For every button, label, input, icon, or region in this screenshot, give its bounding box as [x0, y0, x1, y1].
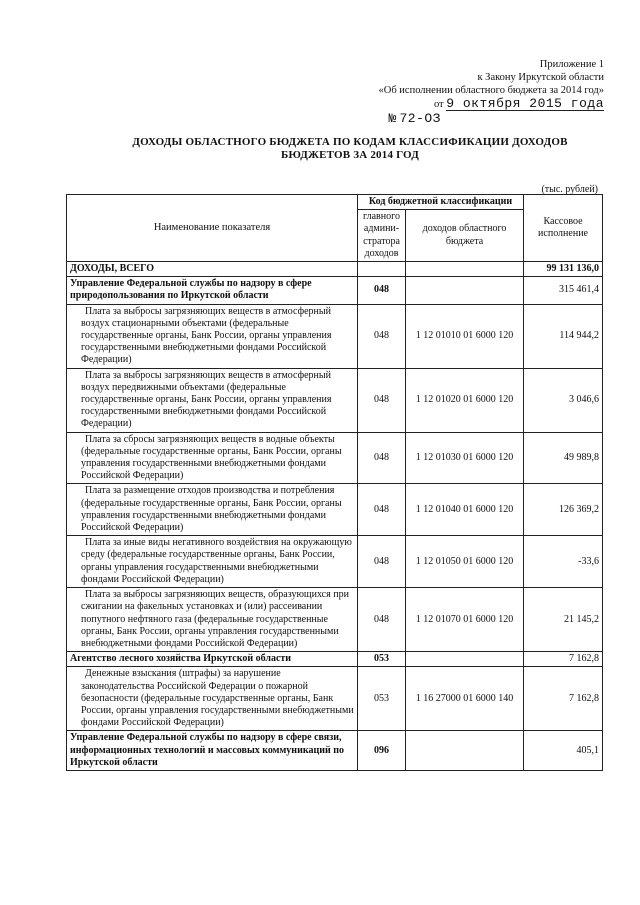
row-amount: 49 989,8 — [524, 432, 603, 484]
total-admin — [358, 262, 406, 277]
row-income-code — [406, 731, 524, 771]
row-income-code: 1 12 01050 01 6000 120 — [406, 536, 524, 588]
row-admin-code: 048 — [358, 588, 406, 652]
row-name: Денежные взыскания (штрафы) за нарушение законодательства Российской Федерации о пожарной безопасности (федеральные государственные органы, Банк России, органы управления государственными внебюджетными фондами Российской Федерации) — [67, 667, 358, 731]
section-row — [67, 652, 603, 667]
row-admin-code: 048 — [358, 432, 406, 484]
header-admin: главного админи-стратора доходов — [358, 210, 406, 262]
document-title — [60, 136, 640, 162]
row-amount: 7 162,8 — [524, 652, 603, 667]
table-row — [67, 368, 603, 432]
annex-number-prefix: № — [388, 111, 397, 126]
units-label: (тыс. рублей) — [541, 184, 598, 195]
row-name: Управление Федеральной службы по надзору в сфере связи, информационных технологий и массовых коммуникаций по Иркутской области — [67, 731, 358, 771]
total-row — [67, 262, 603, 277]
row-amount: -33,6 — [524, 536, 603, 588]
title-line-1: ДОХОДЫ ОБЛАСТНОГО БЮДЖЕТА ПО КОДАМ КЛАССИФИКАЦИИ ДОХОДОВ — [132, 136, 568, 148]
row-income-code: 1 12 01010 01 6000 120 — [406, 304, 524, 368]
header-name: Наименование показателя — [67, 195, 358, 262]
annex-line-1: Приложение 1 — [539, 59, 604, 70]
section-row — [67, 277, 603, 304]
row-name: Плата за выбросы загрязняющих веществ в атмосферный воздух передвижными объектами (федеральные государственные органы, Банк России, органы управления государственными внебюджетными фондами Российской Федерации) — [67, 368, 358, 432]
row-name: Плата за сбросы загрязняющих веществ в водные объекты (федеральные государственные органы, Банк России, органы управления государственными внебюджетными фондами Российской Федерации) — [67, 432, 358, 484]
row-admin-code: 048 — [358, 536, 406, 588]
row-amount: 405,1 — [524, 731, 603, 771]
annex-number-value: 72-ОЗ — [399, 111, 441, 126]
header-income-code: доходов областного бюджета — [406, 210, 524, 262]
row-income-code: 1 12 01020 01 6000 120 — [406, 368, 524, 432]
row-admin-code: 096 — [358, 731, 406, 771]
row-admin-code: 048 — [358, 277, 406, 304]
table-body — [67, 262, 603, 771]
row-amount: 114 944,2 — [524, 304, 603, 368]
table-row — [67, 536, 603, 588]
row-income-code: 1 12 01070 01 6000 120 — [406, 588, 524, 652]
row-admin-code: 053 — [358, 652, 406, 667]
table-row — [67, 588, 603, 652]
annex-block — [379, 58, 605, 126]
annex-date-prefix: от — [433, 99, 444, 110]
row-admin-code: 048 — [358, 304, 406, 368]
table-row — [67, 667, 603, 731]
row-income-code — [406, 652, 524, 667]
row-income-code: 1 12 01040 01 6000 120 — [406, 484, 524, 536]
row-income-code — [406, 277, 524, 304]
annex-line-2: к Закону Иркутской области — [477, 72, 604, 83]
row-name: Управление Федеральной службы по надзору в сфере природопользования по Иркутской области — [67, 277, 358, 304]
header-amount: Кассовое исполнение — [524, 195, 603, 262]
title-line-2: БЮДЖЕТОВ ЗА 2014 ГОД — [281, 149, 419, 161]
header-code-group: Код бюджетной классификации — [358, 195, 524, 210]
total-name: ДОХОДЫ, ВСЕГО — [67, 262, 358, 277]
total-code — [406, 262, 524, 277]
row-name: Агентство лесного хозяйства Иркутской области — [67, 652, 358, 667]
row-admin-code: 053 — [358, 667, 406, 731]
row-amount: 3 046,6 — [524, 368, 603, 432]
table-row — [67, 484, 603, 536]
row-income-code: 1 12 01030 01 6000 120 — [406, 432, 524, 484]
row-amount: 126 369,2 — [524, 484, 603, 536]
row-name: Плата за выбросы загрязняющих веществ в атмосферный воздух стационарными объектами (федеральные государственные органы, Банк России, органы управления государственными внебюджетными фондами Российской Федерации) — [67, 304, 358, 368]
income-table — [66, 194, 603, 771]
row-amount: 7 162,8 — [524, 667, 603, 731]
row-name: Плата за иные виды негативного воздействия на окружающую среду (федеральные государственные органы, Банк России, органы управления государственными внебюджетными фондами Российской Федерации) — [67, 536, 358, 588]
row-income-code: 1 16 27000 01 6000 140 — [406, 667, 524, 731]
row-amount: 315 461,4 — [524, 277, 603, 304]
annex-date-value: 9 октября 2015 года — [446, 96, 604, 111]
row-amount: 21 145,2 — [524, 588, 603, 652]
row-name: Плата за размещение отходов производства и потребления (федеральные государственные органы, Банк России, органы управления государственными внебюджетными фондами Российской Федерации) — [67, 484, 358, 536]
annex-line-3: «Об исполнении областного бюджета за 2014 год» — [378, 85, 604, 96]
table-row — [67, 304, 603, 368]
row-admin-code: 048 — [358, 484, 406, 536]
section-row — [67, 731, 603, 771]
total-amount: 99 131 136,0 — [524, 262, 603, 277]
row-name: Плата за выбросы загрязняющих веществ, образующихся при сжигании на факельных установках и (или) рассеивании попутного нефтяного газа (федеральные государственные органы, Банк России, органы управления государственными внебюджетными фондами Российской Федерации) — [67, 588, 358, 652]
table-row — [67, 432, 603, 484]
row-admin-code: 048 — [358, 368, 406, 432]
annex-number — [379, 112, 605, 126]
annex-date — [379, 97, 605, 111]
